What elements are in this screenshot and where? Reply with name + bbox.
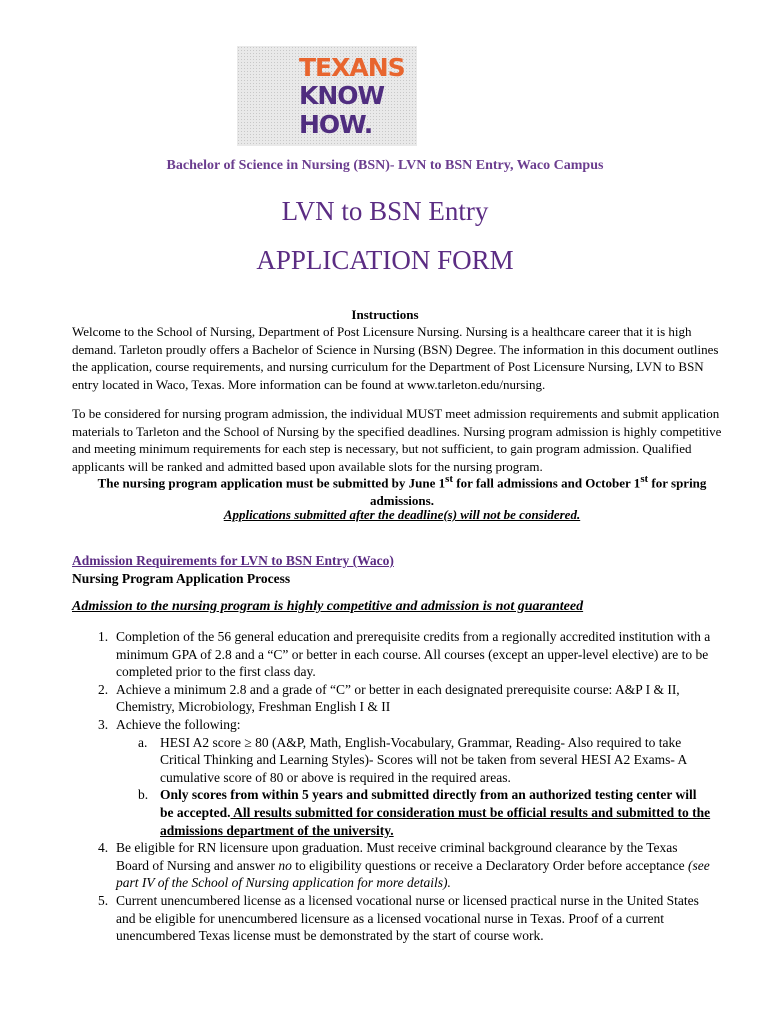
requirements-heading: Admission Requirements for LVN to BSN Entry (Waco) <box>72 553 394 568</box>
late-applications-notice: Applications submitted after the deadline(s) will not be considered. <box>223 507 581 522</box>
sub-list-item-letter: a. <box>138 734 148 750</box>
sub-list-item-bold-text: Only scores from within 5 years and submitted directly from an authorized testing center will be accepted. <box>160 787 697 820</box>
form-title-line2: APPLICATION FORM <box>256 245 514 275</box>
logo-line-2: KNOW <box>299 81 385 110</box>
deadline-sup-2: st <box>640 473 649 485</box>
instructions-paragraph-1: Welcome to the School of Nursing, Department of Post Licensure Nursing. Nursing is a healthcare career that it is high demand. Tarleton proudly offers a Bachelor of Science in Nursing (BSN) Degree. The information in this document outlines the application, course requirements, and nursing curriculum for the Department of Post Licensure Nursing, LVN to BSN entry located in Waco, Texas. More information can be found at www.tarleton.edu/nursing. <box>72 324 719 392</box>
deadline-text-a: The nursing program application must be submitted by June 1 <box>97 475 446 491</box>
list-item <box>72 716 712 734</box>
list-item-number: 1. <box>98 629 109 644</box>
list-item-text: Achieve the following: <box>116 716 241 732</box>
requirements-list <box>72 628 712 945</box>
list-item <box>72 628 712 681</box>
program-subtitle: Bachelor of Science in Nursing (BSN)- LVN to BSN Entry, Waco Campus <box>166 158 604 173</box>
sub-list-item <box>72 734 712 787</box>
sub-list-item <box>72 786 712 839</box>
list-item <box>72 681 712 716</box>
sub-list-item-underlined-text: All results submitted for consideration must be official results and submitted to the admissions department of the university. <box>160 804 711 838</box>
list-item-number: 3. <box>98 716 109 732</box>
deadline-sup-1: st <box>445 473 453 485</box>
list-item-number: 5. <box>98 892 109 908</box>
list-item-number: 4. <box>98 840 109 856</box>
list-item-text-a: Be eligible for RN licensure upon graduation. Must receive criminal background clearance by the Texas Board of Nursing and answer <box>116 840 678 873</box>
instructions-heading: Instructions <box>351 307 419 322</box>
list-item-text: Current unencumbered license as a licensed vocational nurse or licensed practical nurse in the United States and be eligible for unencumbered licensure as a licensed vocational nurse in Texas. Proof of a current unencumbered Texas license must be demonstrated by the start of course work. <box>116 892 699 944</box>
requirements-subheading: Nursing Program Application Process <box>72 571 291 586</box>
deadline-text-b: for fall admissions and October 1 <box>452 475 641 491</box>
list-item <box>72 839 712 892</box>
logo-line-1: TEXANS <box>299 53 405 82</box>
list-item-text: Achieve a minimum 2.8 and a grade of “C” or better in each designated prerequisite course: A&P I & II, Chemistry, Microbiology, Freshman English I & II <box>116 681 680 715</box>
deadline-notice <box>72 471 732 509</box>
texans-know-how-logo <box>237 46 417 146</box>
competitive-admission-notice: Admission to the nursing program is highly competitive and admission is not guaranteed <box>72 599 584 614</box>
list-item-text: Completion of the 56 general education and prerequisite credits from a regionally accredited institution with a minimum GPA of 2.8 and a “C” or better in each course. All courses (except an upper-level elective) are to be completed prior to the first class day. <box>116 629 711 680</box>
list-item-text-no: no <box>278 857 292 873</box>
form-title-line1: LVN to BSN Entry <box>281 196 489 226</box>
list-item-text-b: to eligibility questions or receive a Declaratory Order before acceptance <box>291 857 689 873</box>
instructions-paragraph-2: To be considered for nursing program admission, the individual MUST meet admission requirements and submit application materials to Tarleton and the School of Nursing by the specified deadlines. Nursing program admission is highly competitive and meeting minimum requirements for each step is necessary, but not sufficient, to gain program admission. Qualified applicants will be ranked and admitted based upon available slots for the nursing program. <box>72 406 722 474</box>
sub-list-item-letter: b. <box>138 787 149 803</box>
list-item <box>72 892 712 945</box>
list-item-text-c: (see part IV of the School of Nursing application for more details). <box>116 857 710 891</box>
logo-line-3: HOW. <box>299 110 373 139</box>
list-item-number: 2. <box>98 681 109 697</box>
sub-list-item-text: HESI A2 score ≥ 80 (A&P, Math, English-Vocabulary, Grammar, Reading- Also required to take Critical Thinking and Learning Styles)- Scores will not be taken from several HESI A2 Exams- A cumulative score of 80 or above is required in the required areas. <box>160 734 687 785</box>
deadline-text-c: for spring admissions. <box>370 475 707 508</box>
